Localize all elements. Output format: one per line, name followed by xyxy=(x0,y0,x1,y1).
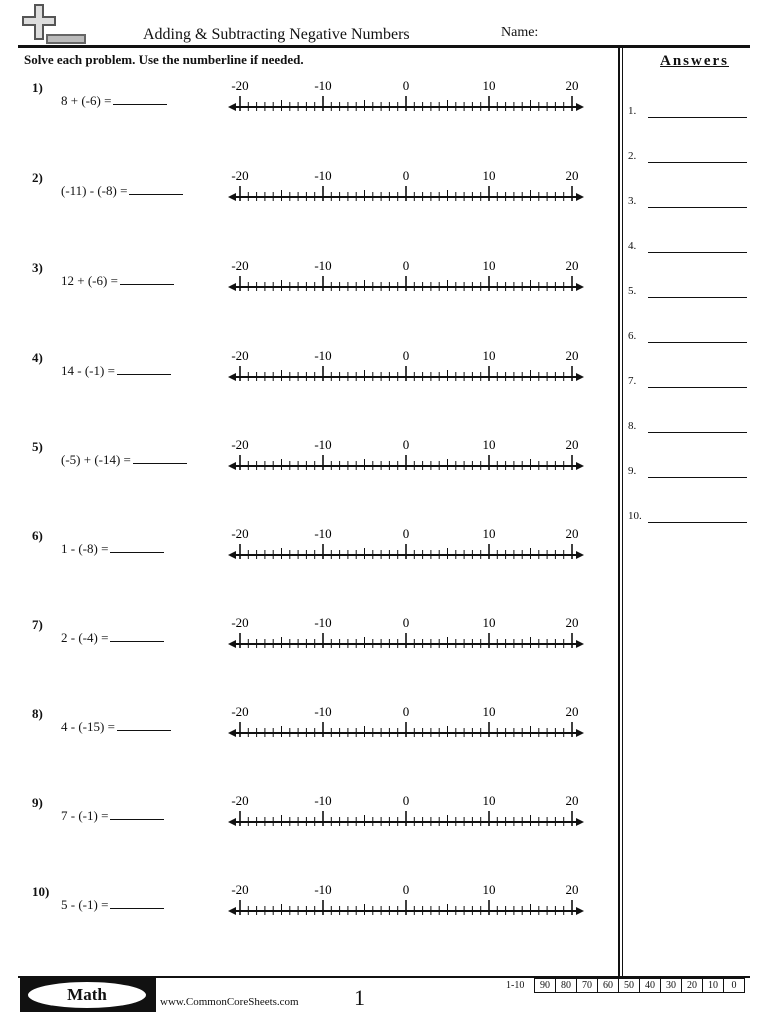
score-cell: 0 xyxy=(723,978,745,993)
answer-slot xyxy=(628,195,750,215)
answer-label: 4. xyxy=(628,240,637,252)
problem-item xyxy=(0,795,618,855)
problem-number: 3) xyxy=(32,260,43,275)
tick-label: 0 xyxy=(402,78,410,93)
problem-number: 9) xyxy=(32,795,43,810)
answer-label: 9. xyxy=(628,465,637,477)
math-label: Math xyxy=(28,982,146,1008)
header-rule xyxy=(18,45,750,48)
problem-item xyxy=(0,617,618,677)
problem-expression: 4 - (-15) = xyxy=(61,717,171,735)
tick-label: -10 xyxy=(314,526,332,541)
score-cell: 80 xyxy=(555,978,577,993)
answer-slot xyxy=(628,285,750,305)
answer-blank[interactable] xyxy=(113,91,167,105)
tick-label: -10 xyxy=(314,437,332,452)
answer-blank[interactable] xyxy=(129,181,183,195)
number-line xyxy=(224,795,594,831)
answer-label: 5. xyxy=(628,285,637,297)
problem-item xyxy=(0,884,618,944)
tick-label: 20 xyxy=(565,437,579,452)
number-line xyxy=(224,706,594,742)
score-table xyxy=(535,978,745,993)
number-line xyxy=(224,528,594,564)
problem-number: 4) xyxy=(32,350,43,365)
tick-label: -20 xyxy=(231,704,249,719)
problem-item xyxy=(0,528,618,588)
problem-number: 7) xyxy=(32,617,43,632)
right-arrow-icon xyxy=(576,818,584,826)
tick-label: 10 xyxy=(482,348,496,363)
answer-line[interactable] xyxy=(648,432,747,433)
problem-expression: 2 - (-4) = xyxy=(61,628,164,646)
score-cell: 60 xyxy=(597,978,619,993)
answer-blank[interactable] xyxy=(110,806,164,820)
problem-item xyxy=(0,350,618,410)
problem-expression: (-11) - (-8) = xyxy=(61,181,183,199)
answer-line[interactable] xyxy=(648,252,747,253)
tick-label: 10 xyxy=(482,78,496,93)
math-badge xyxy=(20,978,156,1012)
answer-slot xyxy=(628,375,750,395)
problem-item xyxy=(0,706,618,766)
right-arrow-icon xyxy=(576,729,584,737)
column-divider xyxy=(618,48,620,976)
number-line xyxy=(224,884,594,920)
answer-line[interactable] xyxy=(648,117,747,118)
score-cell: 20 xyxy=(681,978,703,993)
answer-blank[interactable] xyxy=(117,361,171,375)
answer-slot xyxy=(628,465,750,485)
problem-expression: 12 + (-6) = xyxy=(61,271,174,289)
tick-label: -20 xyxy=(231,615,249,630)
right-arrow-icon xyxy=(576,907,584,915)
answer-line[interactable] xyxy=(648,522,747,523)
answer-line[interactable] xyxy=(648,387,747,388)
answer-line[interactable] xyxy=(648,207,747,208)
problem-item xyxy=(0,439,618,499)
number-line xyxy=(224,439,594,475)
left-arrow-icon xyxy=(228,103,236,111)
tick-label: 0 xyxy=(402,704,410,719)
tick-label: -10 xyxy=(314,793,332,808)
tick-label: 0 xyxy=(402,882,410,897)
tick-label: 10 xyxy=(482,258,496,273)
left-arrow-icon xyxy=(228,373,236,381)
tick-label: -20 xyxy=(231,168,249,183)
problem-item xyxy=(0,260,618,320)
problem-expression: 1 - (-8) = xyxy=(61,539,164,557)
instructions: Solve each problem. Use the numberline if needed. xyxy=(24,52,304,67)
right-arrow-icon xyxy=(576,103,584,111)
number-line xyxy=(224,350,594,386)
problem-number: 2) xyxy=(32,170,43,185)
answer-blank[interactable] xyxy=(133,450,187,464)
problem-item xyxy=(0,80,618,140)
answer-blank[interactable] xyxy=(120,271,174,285)
tick-label: 10 xyxy=(482,437,496,452)
answer-label: 7. xyxy=(628,375,637,387)
tick-label: -20 xyxy=(231,882,249,897)
tick-label: 20 xyxy=(565,793,579,808)
website-link[interactable]: www.CommonCoreSheets.com xyxy=(160,996,299,1008)
plus-minus-logo-icon xyxy=(18,4,88,46)
tick-label: -20 xyxy=(231,793,249,808)
right-arrow-icon xyxy=(576,373,584,381)
left-arrow-icon xyxy=(228,907,236,915)
answer-label: 6. xyxy=(628,330,637,342)
score-cell: 40 xyxy=(639,978,661,993)
score-range-label: 1-10 xyxy=(506,980,525,991)
tick-label: 20 xyxy=(565,168,579,183)
answer-blank[interactable] xyxy=(110,628,164,642)
answer-slot xyxy=(628,105,750,125)
problem-number: 10) xyxy=(32,884,50,899)
right-arrow-icon xyxy=(576,193,584,201)
tick-label: 10 xyxy=(482,793,496,808)
score-cell: 50 xyxy=(618,978,640,993)
answer-blank[interactable] xyxy=(117,717,171,731)
problem-expression: 8 + (-6) = xyxy=(61,91,167,109)
right-arrow-icon xyxy=(576,551,584,559)
problem-expression: 7 - (-1) = xyxy=(61,806,164,824)
tick-label: 10 xyxy=(482,526,496,541)
tick-label: -20 xyxy=(231,348,249,363)
number-line xyxy=(224,80,594,116)
answer-line[interactable] xyxy=(648,297,747,298)
problem-number: 1) xyxy=(32,80,43,95)
left-arrow-icon xyxy=(228,729,236,737)
right-arrow-icon xyxy=(576,462,584,470)
answer-label: 8. xyxy=(628,420,637,432)
answer-slot xyxy=(628,510,750,530)
right-arrow-icon xyxy=(576,640,584,648)
answer-slot xyxy=(628,240,750,260)
tick-label: 10 xyxy=(482,704,496,719)
tick-label: 20 xyxy=(565,526,579,541)
page-number: 1 xyxy=(354,985,365,1010)
answer-line[interactable] xyxy=(648,162,747,163)
answer-blank[interactable] xyxy=(110,895,164,909)
tick-label: 10 xyxy=(482,615,496,630)
tick-label: 0 xyxy=(402,348,410,363)
problem-item xyxy=(0,170,618,230)
tick-label: 0 xyxy=(402,258,410,273)
worksheet-title: Adding & Subtracting Negative Numbers xyxy=(143,26,410,43)
tick-label: 20 xyxy=(565,348,579,363)
answer-label: 10. xyxy=(628,510,642,522)
answer-slot xyxy=(628,150,750,170)
tick-label: 10 xyxy=(482,882,496,897)
name-label: Name: xyxy=(501,25,539,40)
tick-label: -10 xyxy=(314,704,332,719)
answer-line[interactable] xyxy=(648,342,747,343)
tick-label: -20 xyxy=(231,78,249,93)
left-arrow-icon xyxy=(228,193,236,201)
right-arrow-icon xyxy=(576,283,584,291)
tick-label: 0 xyxy=(402,168,410,183)
answer-blank[interactable] xyxy=(110,539,164,553)
tick-label: -10 xyxy=(314,78,332,93)
tick-label: 0 xyxy=(402,526,410,541)
left-arrow-icon xyxy=(228,462,236,470)
score-cell: 10 xyxy=(702,978,724,993)
answers-title: Answers xyxy=(660,53,729,69)
tick-label: -10 xyxy=(314,882,332,897)
tick-label: -20 xyxy=(231,526,249,541)
problem-number: 8) xyxy=(32,706,43,721)
score-cell: 90 xyxy=(534,978,556,993)
tick-label: -20 xyxy=(231,437,249,452)
tick-label: -10 xyxy=(314,168,332,183)
tick-label: -20 xyxy=(231,258,249,273)
score-cell: 70 xyxy=(576,978,598,993)
problem-number: 5) xyxy=(32,439,43,454)
problem-number: 6) xyxy=(32,528,43,543)
tick-label: 20 xyxy=(565,258,579,273)
tick-label: -10 xyxy=(314,615,332,630)
tick-label: 0 xyxy=(402,793,410,808)
column-divider-inner xyxy=(622,48,623,976)
tick-label: 20 xyxy=(565,704,579,719)
left-arrow-icon xyxy=(228,640,236,648)
answer-line[interactable] xyxy=(648,477,747,478)
tick-label: 0 xyxy=(402,615,410,630)
number-line xyxy=(224,617,594,653)
tick-label: -10 xyxy=(314,348,332,363)
problem-expression: 5 - (-1) = xyxy=(61,895,164,913)
answer-label: 1. xyxy=(628,105,637,117)
tick-label: 10 xyxy=(482,168,496,183)
tick-label: 20 xyxy=(565,882,579,897)
tick-label: 20 xyxy=(565,615,579,630)
answer-label: 3. xyxy=(628,195,637,207)
left-arrow-icon xyxy=(228,551,236,559)
tick-label: 0 xyxy=(402,437,410,452)
left-arrow-icon xyxy=(228,283,236,291)
problem-expression: 14 - (-1) = xyxy=(61,361,171,379)
number-line xyxy=(224,260,594,296)
number-line xyxy=(224,170,594,206)
answer-label: 2. xyxy=(628,150,637,162)
problem-expression: (-5) + (-14) = xyxy=(61,450,187,468)
score-cell: 30 xyxy=(660,978,682,993)
left-arrow-icon xyxy=(228,818,236,826)
tick-label: 20 xyxy=(565,78,579,93)
answer-slot xyxy=(628,330,750,350)
tick-label: -10 xyxy=(314,258,332,273)
answer-slot xyxy=(628,420,750,440)
